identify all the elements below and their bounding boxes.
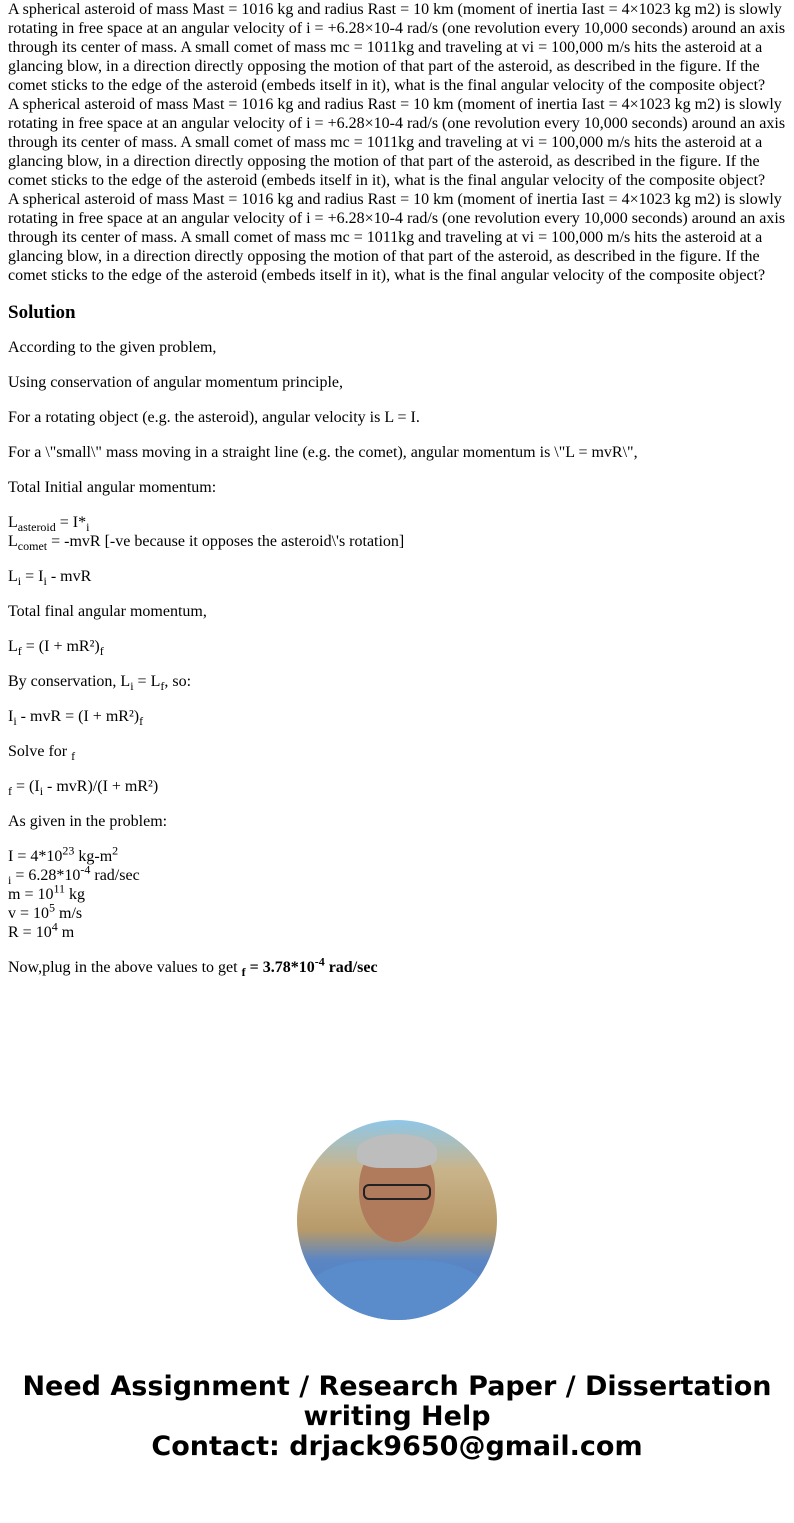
eq-text: m/s [55, 905, 83, 922]
eq-sub: i [43, 574, 47, 589]
eq-sub: f [160, 679, 165, 694]
eq-text: = 3.78*10 [245, 959, 315, 976]
eq-text: I [8, 708, 14, 725]
eq-sub: asteroid [17, 520, 56, 535]
eq-sub: f [241, 965, 246, 980]
solution-line: According to the given problem, [8, 339, 217, 356]
avatar-hair [357, 1134, 437, 1168]
solution-body [8, 338, 786, 980]
eq-sub: i [86, 520, 90, 535]
solution-heading: Solution [8, 302, 76, 323]
solution-line: Total final angular momentum, [8, 603, 207, 620]
equation-l-final [8, 637, 786, 659]
eq-sup: 11 [53, 881, 66, 896]
footer-banner [8, 1372, 786, 1462]
solution-line: Using conservation of angular momentum principle, [8, 374, 344, 391]
equation-result [8, 777, 786, 799]
eq-text: Now,plug in the above values to get [8, 959, 242, 976]
eq-text: , so: [164, 673, 192, 690]
eq-text: - mvR = (I + mR²) [16, 708, 140, 725]
eq-text: kg [65, 886, 86, 903]
eq-text: m [57, 924, 75, 941]
eq-text: - mvR [46, 568, 92, 585]
eq-sub: i [8, 873, 12, 888]
eq-text: = L [133, 673, 161, 690]
equation-l-asteroid [8, 513, 786, 554]
eq-sub: i [13, 714, 17, 729]
eq-sup: -4 [314, 954, 325, 969]
final-answer [8, 954, 786, 980]
question-copy-2: A spherical asteroid of mass Mast = 1016 kg and radius Rast = 10 km (moment of inertia Iast = 4×1023 kg m2) is slowly rotating in free space at an angular velocity of i = +6.28×10-4 rad/s (one revolution every 10,000 seconds) around an axis through its center of mass. A small comet of mass mc = 1011kg and traveling at vi = 100,000 m/s hits the asteroid at a glancing blow, in a direction directly opposing the motion of that part of the asteroid, as described in the figure. If the comet sticks to the edge of the asteroid (embeds itself in it), what is the final angular velocity of the composite object? [8, 96, 786, 189]
eq-sub: f [71, 749, 76, 764]
eq-text: By conservation, L [8, 673, 131, 690]
eq-text: = 6.28*10 [11, 867, 81, 884]
equation-balance [8, 707, 786, 729]
eq-sub: comet [17, 539, 48, 554]
solution-line: Total Initial angular momentum: [8, 479, 217, 496]
eq-text: R = 10 [8, 924, 52, 941]
eq-sup: 23 [62, 843, 75, 858]
eq-text: I = 4*10 [8, 848, 63, 865]
footer-help-text: Need Assignment / Research Paper / Dissertation writing Help [22, 1371, 772, 1432]
solution-line: For a \"small\" mass moving in a straight line (e.g. the comet), angular momentum is \"L = mvR\", [8, 444, 638, 461]
eq-sub: f [17, 644, 22, 659]
eq-text: Solve for [8, 743, 72, 760]
avatar-shirt [307, 1260, 487, 1320]
author-avatar [297, 1120, 497, 1320]
question-text [8, 0, 786, 285]
footer-contact: Contact: drjack9650@gmail.com [151, 1431, 643, 1462]
given-values [8, 843, 786, 942]
eq-sub: i [130, 679, 134, 694]
solution-line: As given in the problem: [8, 813, 168, 830]
eq-sub: f [139, 714, 144, 729]
eq-text: kg-m [74, 848, 113, 865]
eq-sub: i [39, 784, 44, 799]
eq-text: L [8, 514, 18, 531]
eq-sup: 5 [49, 900, 56, 915]
eq-text: m = 10 [8, 886, 54, 903]
question-copy-1: A spherical asteroid of mass Mast = 1016 kg and radius Rast = 10 km (moment of inertia Iast = 4×1023 kg m2) is slowly rotating in free space at an angular velocity of i = +6.28×10-4 rad/s (one revolution every 10,000 seconds) around an axis through its center of mass. A small comet of mass mc = 1011kg and traveling at vi = 100,000 m/s hits the asteroid at a glancing blow, in a direction directly opposing the motion of that part of the asteroid, as described in the figure. If the comet sticks to the edge of the asteroid (embeds itself in it), what is the final angular velocity of the composite object? [8, 1, 786, 94]
eq-text: L [8, 638, 18, 655]
eq-text: = -mvR [-ve because it opposes the asteroid\'s rotation] [47, 533, 405, 550]
eq-text: = (I [12, 778, 40, 795]
equation-l-initial [8, 567, 786, 589]
eq-text: = I* [55, 514, 87, 531]
eq-text: L [8, 568, 18, 585]
solve-for-line [8, 742, 786, 764]
eq-text: v = 10 [8, 905, 50, 922]
eq-text: rad/sec [90, 867, 140, 884]
eq-sup: -4 [80, 862, 91, 877]
eq-sup: 2 [112, 843, 119, 858]
eq-text: rad/sec [324, 959, 378, 976]
glasses-icon [363, 1184, 431, 1200]
eq-sub: i [17, 574, 22, 589]
eq-text: = (I + mR²) [21, 638, 100, 655]
eq-sub: f [99, 644, 104, 659]
eq-text: L [8, 533, 18, 550]
equation-conservation [8, 672, 786, 694]
eq-sup: 4 [51, 919, 58, 934]
eq-text: = I [21, 568, 44, 585]
question-copy-3: A spherical asteroid of mass Mast = 1016 kg and radius Rast = 10 km (moment of inertia Iast = 4×1023 kg m2) is slowly rotating in free space at an angular velocity of i = +6.28×10-4 rad/s (one revolution every 10,000 seconds) around an axis through its center of mass. A small comet of mass mc = 1011kg and traveling at vi = 100,000 m/s hits the asteroid at a glancing blow, in a direction directly opposing the motion of that part of the asteroid, as described in the figure. If the comet sticks to the edge of the asteroid (embeds itself in it), what is the final angular velocity of the composite object? [8, 191, 786, 284]
solution-line: For a rotating object (e.g. the asteroid), angular velocity is L = I. [8, 409, 420, 426]
eq-sub: f [8, 784, 12, 799]
eq-text: - mvR)/(I + mR²) [43, 778, 159, 795]
